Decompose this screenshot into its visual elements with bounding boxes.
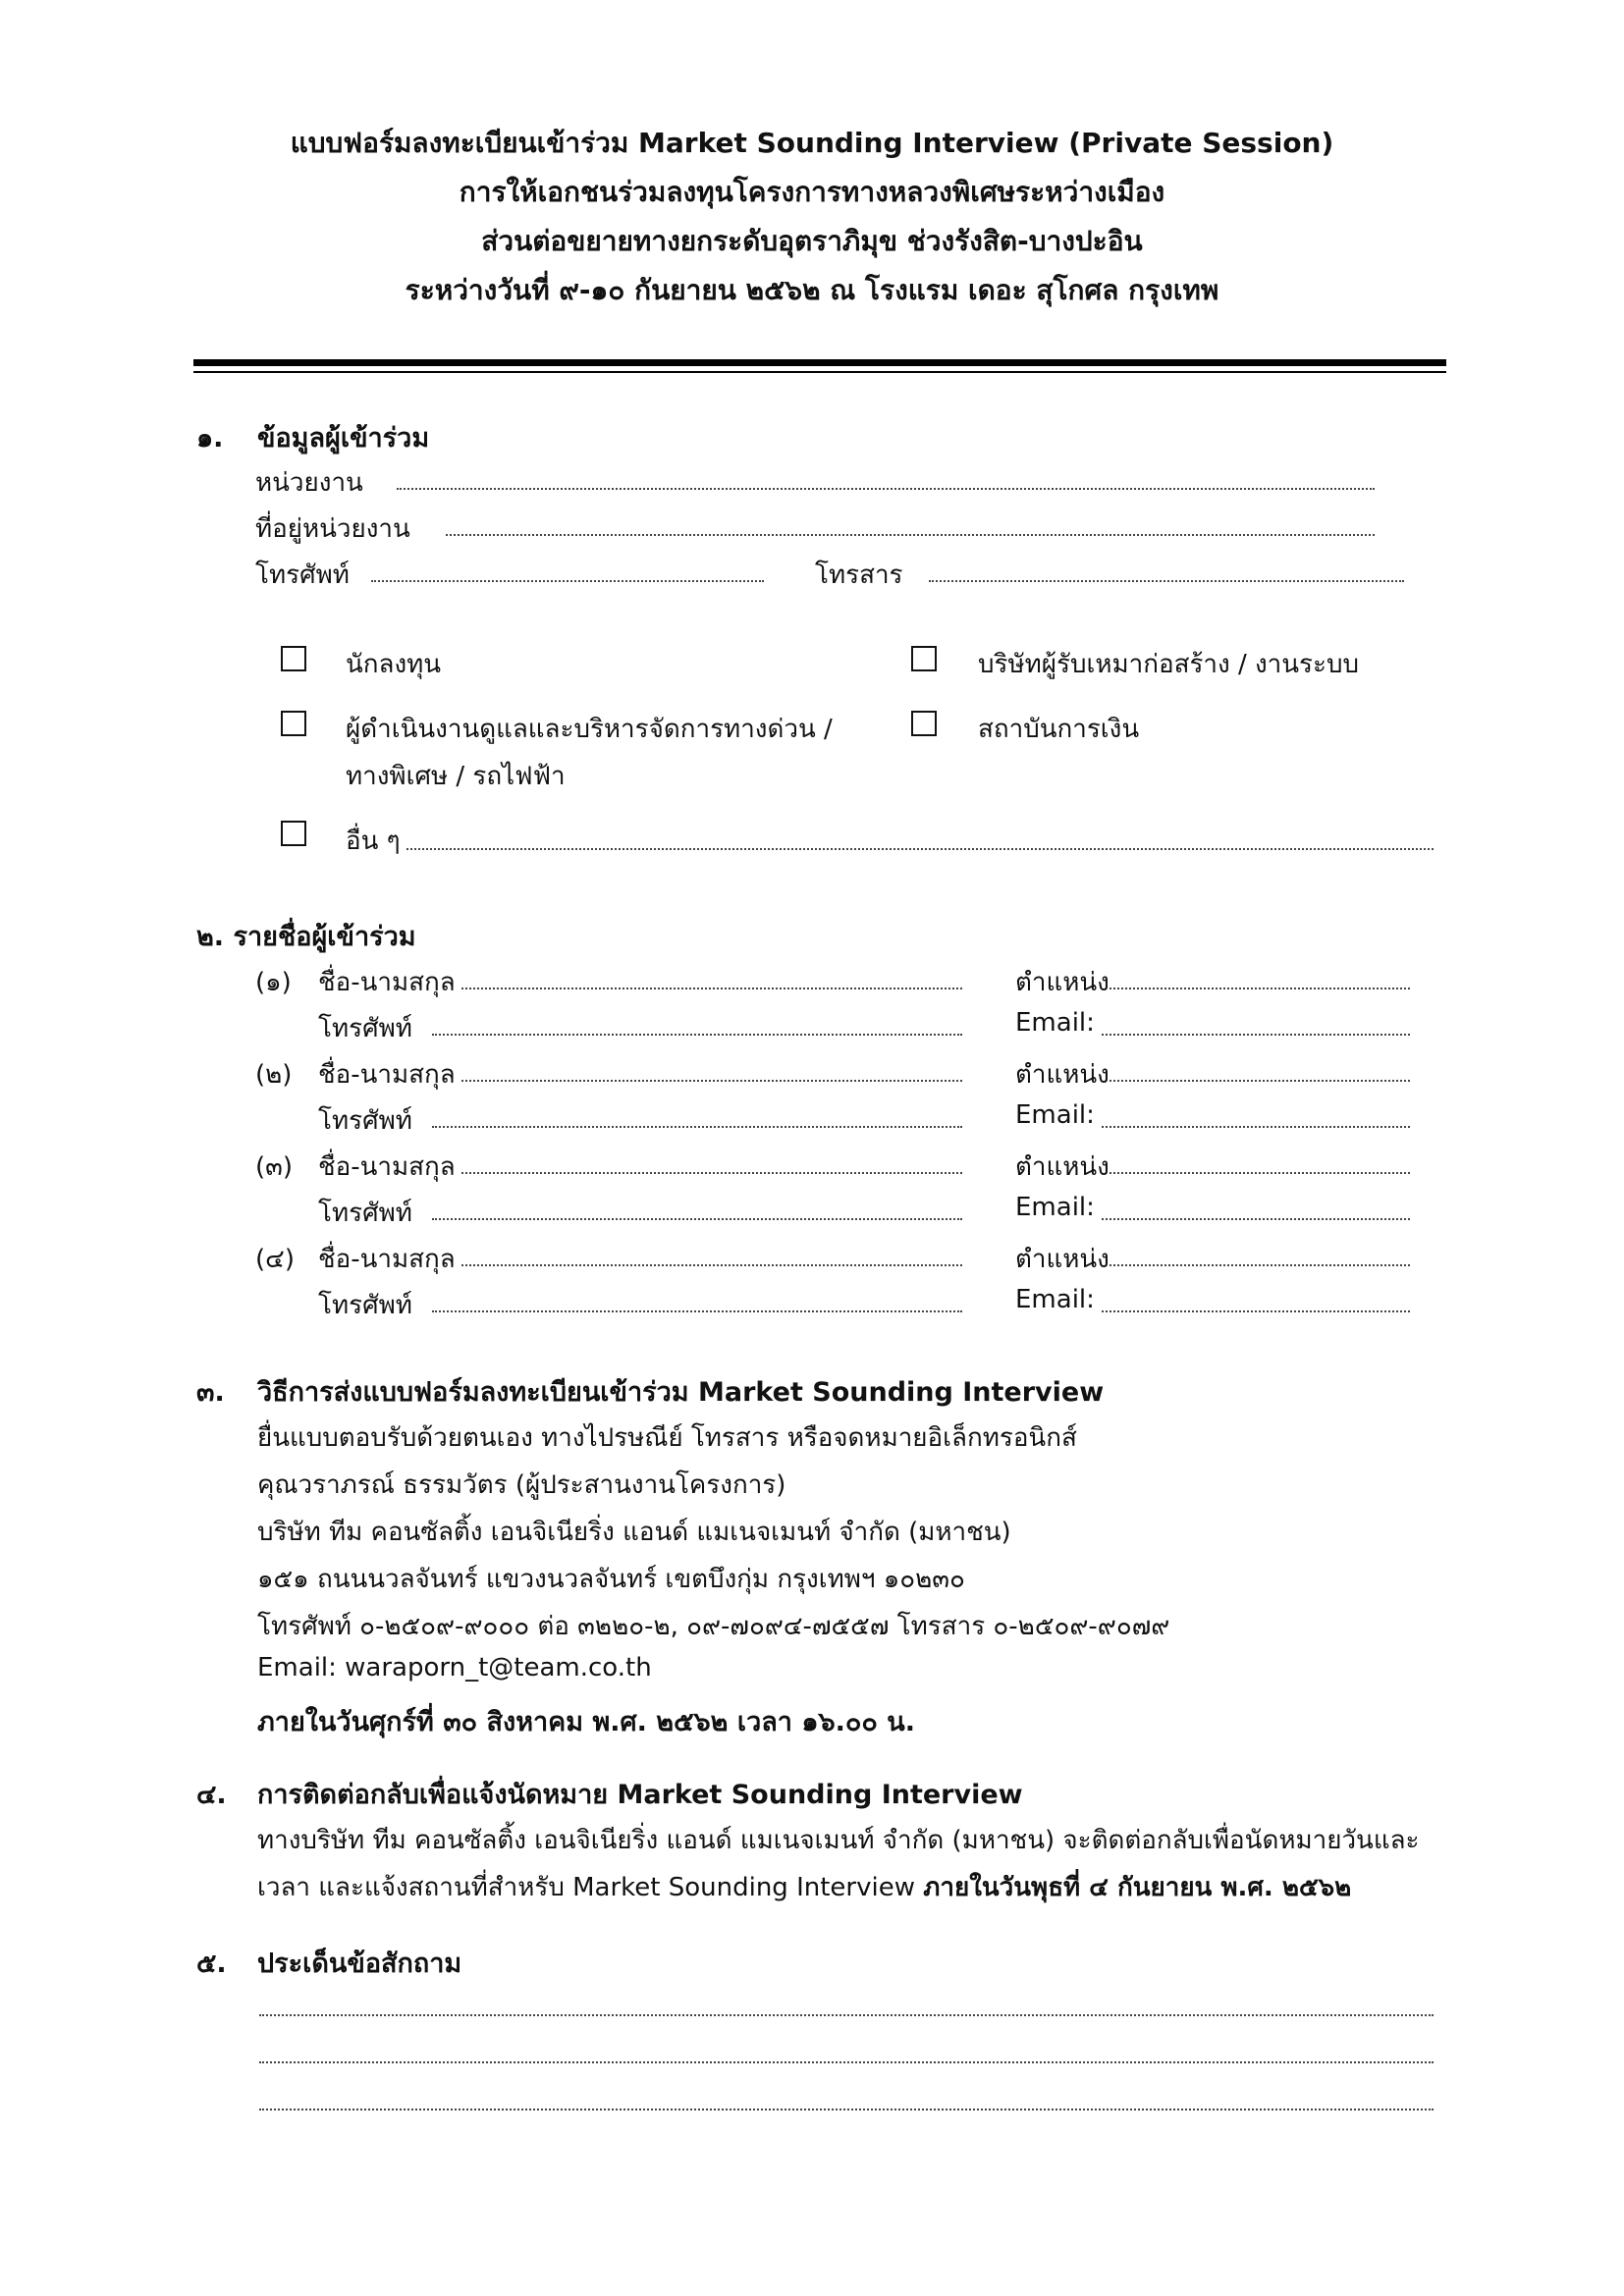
finance-label: สถาบันการเงิน bbox=[978, 715, 1140, 744]
investor-label: นักลงทุน bbox=[346, 650, 442, 679]
participant-phone-label: โทรศัพท์ bbox=[318, 1014, 412, 1043]
contact-phone-line: โทรศัพท์ ๐-๒๕๐๙-๙๐๐๐ ต่อ ๓๒๒๐-๒, ๐๙-๗๐๙๔-๗๕๕๗ โทรสาร ๐-๒๕๐๙-๙๐๗๙ bbox=[257, 1612, 1170, 1641]
address-field[interactable] bbox=[446, 534, 1375, 536]
submit-method-line: ยื่นแบบตอบรับด้วยตนเอง ทางไปรษณีย์ โทรสาร หรือจดหมายอิเล็กทรอนิกส์ bbox=[257, 1423, 1077, 1453]
org-phone-label: โทรศัพท์ bbox=[255, 561, 350, 590]
participant-email-field[interactable] bbox=[1102, 1310, 1410, 1312]
section4-number: ๔. bbox=[196, 1780, 227, 1810]
operator-checkbox[interactable] bbox=[281, 711, 306, 736]
section1-title: ข้อมูลผู้เข้าร่วม bbox=[257, 423, 430, 454]
org-fax-label: โทรสาร bbox=[815, 561, 903, 590]
section5-number: ๕. bbox=[196, 1949, 227, 1979]
callback-line2-text: เวลา และแจ้งสถานที่สำหรับ Market Sounding Interview bbox=[257, 1873, 924, 1902]
participant-phone-label: โทรศัพท์ bbox=[318, 1106, 412, 1136]
participant-name-label: ชื่อ-นามสกุล bbox=[318, 968, 456, 997]
form-title-line4: ระหว่างวันที่ ๙-๑๐ กันยายน ๒๕๖๒ ณ โรงแรม เดอะ สุโกศล กรุงเทพ bbox=[405, 274, 1219, 306]
contact-email-line[interactable]: Email: waraporn_t@team.co.th bbox=[257, 1653, 652, 1682]
question-line-3[interactable] bbox=[259, 2109, 1434, 2110]
participant-name-field[interactable] bbox=[461, 1172, 962, 1174]
participant-name-field[interactable] bbox=[461, 1264, 962, 1266]
participant-number: (๒) bbox=[255, 1060, 293, 1090]
participant-name-label: ชื่อ-นามสกุล bbox=[318, 1245, 456, 1274]
question-line-2[interactable] bbox=[259, 2061, 1434, 2063]
coordinator-line: คุณวราภรณ์ ธรรมวัตร (ผู้ประสานงานโครงการ) bbox=[257, 1470, 786, 1500]
callback-line1: ทางบริษัท ทีม คอนซัลติ้ง เอนจิเนียริ่ง แอนด์ แมเนจเมนท์ จำกัด (มหาชน) จะติดต่อกลับเพื่อนัดหมายวันและ bbox=[257, 1826, 1420, 1855]
contractor-checkbox[interactable] bbox=[911, 646, 937, 671]
form-title-line1: แบบฟอร์มลงทะเบียนเข้าร่วม Market Sounding Interview (Private Session) bbox=[290, 127, 1334, 159]
form-title-line2: การให้เอกชนร่วมลงทุนโครงการทางหลวงพิเศษระหว่างเมือง bbox=[459, 176, 1165, 208]
section1-number: ๑. bbox=[196, 423, 224, 454]
other-checkbox[interactable] bbox=[281, 821, 306, 846]
section3-number: ๓. bbox=[196, 1377, 225, 1408]
investor-checkbox[interactable] bbox=[281, 646, 306, 671]
participant-phone-label: โทรศัพท์ bbox=[318, 1199, 412, 1228]
operator-label-line2: ทางพิเศษ / รถไฟฟ้า bbox=[346, 762, 566, 791]
form-title-line3: ส่วนต่อขยายทางยกระดับอุตราภิมุข ช่วงรังสิต-บางปะอิน bbox=[481, 225, 1143, 257]
participant-position-label: ตำแหน่ง bbox=[1015, 968, 1110, 997]
callback-line2 bbox=[257, 1867, 1351, 1907]
section3-title: วิธีการส่งแบบฟอร์มลงทะเบียนเข้าร่วม Market Sounding Interview bbox=[257, 1377, 1105, 1408]
participant-number: (๑) bbox=[255, 968, 292, 997]
address-label: ที่อยู่หน่วยงาน bbox=[255, 514, 410, 544]
header-divider-thin bbox=[193, 371, 1446, 373]
participant-phone-field[interactable] bbox=[432, 1310, 962, 1312]
contractor-label: บริษัทผู้รับเหมาก่อสร้าง / งานระบบ bbox=[978, 650, 1359, 679]
org-phone-field[interactable] bbox=[371, 580, 764, 582]
other-field[interactable] bbox=[406, 848, 1434, 850]
participant-name-field[interactable] bbox=[461, 988, 962, 989]
address-line: ๑๕๑ ถนนนวลจันทร์ แขวงนวลจันทร์ เขตบึงกุ่ม กรุงเทพฯ ๑๐๒๓๐ bbox=[257, 1565, 965, 1594]
participant-position-label: ตำแหน่ง bbox=[1015, 1060, 1110, 1090]
callback-deadline: ภายในวันพุธที่ ๔ กันยายน พ.ศ. ๒๕๖๒ bbox=[923, 1873, 1352, 1902]
participant-phone-field[interactable] bbox=[432, 1034, 962, 1036]
submit-deadline: ภายในวันศุกร์ที่ ๓๐ สิงหาคม พ.ศ. ๒๕๖๒ เวลา ๑๖.๐๐ น. bbox=[257, 1707, 915, 1737]
agency-label: หน่วยงาน bbox=[255, 468, 363, 498]
participant-phone-label: โทรศัพท์ bbox=[318, 1291, 412, 1320]
participant-name-field[interactable] bbox=[461, 1080, 962, 1082]
participant-name-label: ชื่อ-นามสกุล bbox=[318, 1060, 456, 1090]
finance-checkbox[interactable] bbox=[911, 711, 937, 736]
org-fax-field[interactable] bbox=[929, 580, 1404, 582]
operator-label-line1: ผู้ดำเนินงานดูแลและบริหารจัดการทางด่วน / bbox=[346, 715, 833, 744]
participant-number: (๓) bbox=[255, 1152, 294, 1182]
company-line: บริษัท ทีม คอนซัลติ้ง เอนจิเนียริ่ง แอนด์ แมเนจเมนท์ จำกัด (มหาชน) bbox=[257, 1518, 1011, 1547]
participant-email-field[interactable] bbox=[1102, 1126, 1410, 1128]
participant-number: (๔) bbox=[255, 1245, 295, 1274]
participant-email-field[interactable] bbox=[1102, 1034, 1410, 1036]
section2-title: ๒. รายชื่อผู้เข้าร่วม bbox=[196, 922, 416, 952]
participant-email-label: Email: bbox=[1015, 1285, 1095, 1314]
participant-position-field[interactable] bbox=[1110, 1172, 1410, 1174]
section4-title: การติดต่อกลับเพื่อแจ้งนัดหมาย Market Sounding Interview bbox=[257, 1780, 1023, 1810]
participant-position-field[interactable] bbox=[1110, 988, 1410, 989]
participant-email-label: Email: bbox=[1015, 1193, 1095, 1222]
participant-phone-field[interactable] bbox=[432, 1218, 962, 1220]
participant-name-label: ชื่อ-นามสกุล bbox=[318, 1152, 456, 1182]
participant-position-field[interactable] bbox=[1110, 1264, 1410, 1266]
participant-position-field[interactable] bbox=[1110, 1080, 1410, 1082]
other-label: อื่น ๆ bbox=[346, 827, 401, 856]
participant-phone-field[interactable] bbox=[432, 1126, 962, 1128]
participant-email-label: Email: bbox=[1015, 1100, 1095, 1130]
participant-position-label: ตำแหน่ง bbox=[1015, 1152, 1110, 1182]
header-divider-thick bbox=[193, 359, 1446, 366]
participant-email-field[interactable] bbox=[1102, 1218, 1410, 1220]
section5-title: ประเด็นข้อสักถาม bbox=[257, 1949, 462, 1979]
participant-position-label: ตำแหน่ง bbox=[1015, 1245, 1110, 1274]
question-line-1[interactable] bbox=[259, 2014, 1434, 2016]
agency-field[interactable] bbox=[397, 488, 1375, 490]
participant-email-label: Email: bbox=[1015, 1008, 1095, 1038]
